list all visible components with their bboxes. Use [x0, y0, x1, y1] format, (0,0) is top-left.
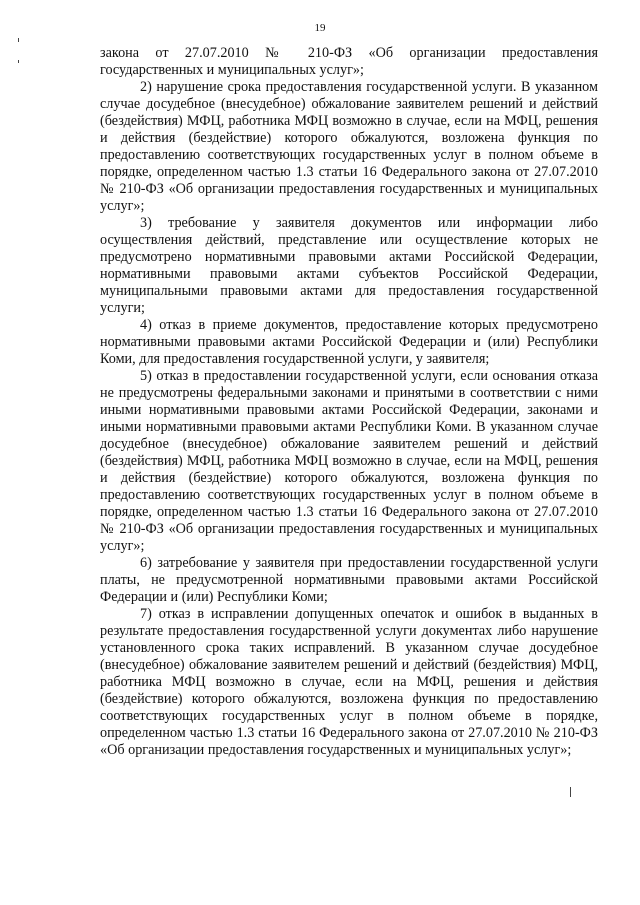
scan-mark: [570, 787, 571, 797]
paragraph-item-5: 5) отказ в предоставлении государственной услуги, если основания отказа не предусмотрены федеральными законами и принятыми в соответствии с ними иными нормативными правовыми актами Российской Федерации, законами и иными нормативными правовыми актами Республики Коми. В указанном случае досудебное (внесудебное) обжалование заявителем решений и действий (бездействия) МФЦ, работника МФЦ возможно в случае, если на МФЦ, решения и действия (бездействие) которого обжалуются, возложена функция по предоставлению соответствующих государственных услуг в полном объеме в порядке, определенном частью 1.3 статьи 16 Федерального закона от 27.07.2010 № 210-ФЗ «Об организации предоставления государственных и муниципальных услуг»;: [100, 368, 598, 554]
paragraph-item-7: 7) отказ в исправлении допущенных опечаток и ошибок в выданных в результате предоставления государственной услуги документах либо нарушение установленного срока таких исправлений. В указанном случае досудебное (внесудебное) обжалование заявителем решений и действий (бездействия) МФЦ, работника МФЦ возможно в случае, если на МФЦ, решения и действия (бездействие) которого обжалуются, возложена функция по предоставлению соответствующих государственных услуг в полном объеме в порядке, определенном частью 1.3 статьи 16 Федерального закона от 27.07.2010 № 210-ФЗ «Об организации предоставления государственных и муниципальных услуг»;: [100, 606, 598, 758]
scan-mark: [18, 60, 19, 63]
paragraph-continuation: закона от 27.07.2010 № 210-ФЗ «Об организации предоставления государственных и муниципальных услуг»;: [100, 45, 598, 78]
scan-mark: [18, 38, 19, 42]
paragraph-item-3: 3) требование у заявителя документов или информации либо осуществления действий, представление или осуществление которых не предусмотрено нормативными правовыми актами Российской Федерации, нормативными правовыми актами субъектов Российской Федерации, муниципальными правовыми актами для предоставления государственной услуги;: [100, 215, 598, 316]
paragraph-item-2: 2) нарушение срока предоставления государственной услуги. В указанном случае досудебное (внесудебное) обжалование заявителем решений и действий (бездействия) МФЦ, работника МФЦ возможно в случае, если на МФЦ, решения и действия (бездействие) которого обжалуются, возложена функция по предоставлению соответствующих государственных услуг в полном объеме в порядке, определенном частью 1.3 статьи 16 Федерального закона от 27.07.2010 № 210-ФЗ «Об организации предоставления государственных и муниципальных услуг»;: [100, 79, 598, 214]
page-number: 19: [314, 22, 326, 34]
paragraph-item-6: 6) затребование у заявителя при предоставлении государственной услуги платы, не предусмотренной нормативными правовыми актами Российской Федерации и (или) Республики Коми;: [100, 555, 598, 605]
document-body: [100, 45, 598, 759]
paragraph-item-4: 4) отказ в приеме документов, предоставление которых предусмотрено нормативными правовыми актами Российской Федерации и (или) Республики Коми, для предоставления государственной услуги, у заявителя;: [100, 317, 598, 367]
